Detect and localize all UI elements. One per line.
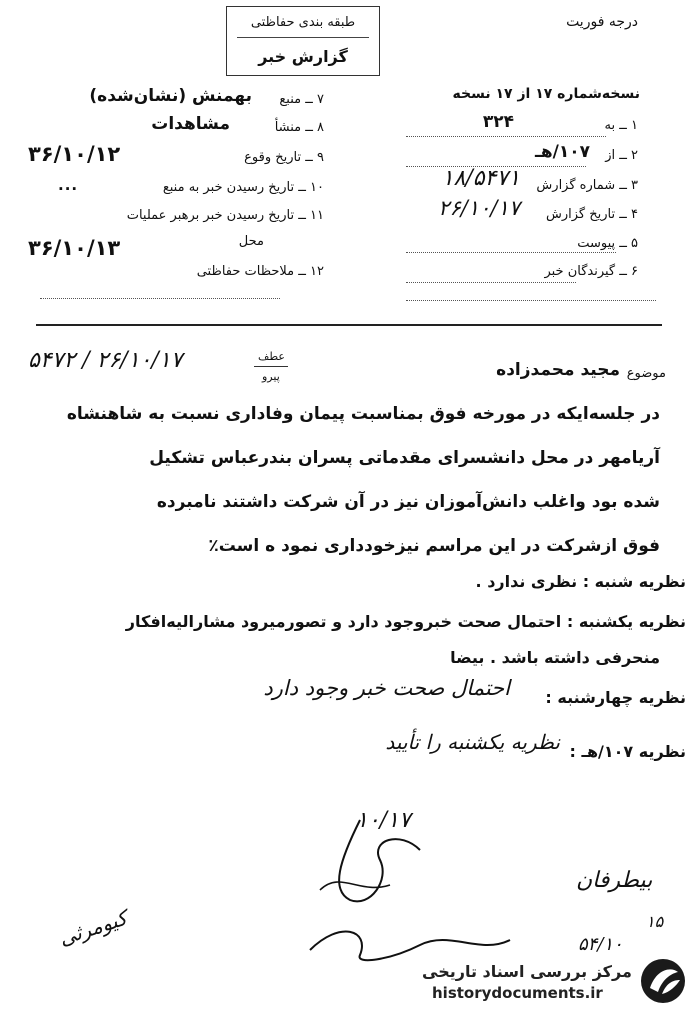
watermark-org: مرکز بررسی اسناد تاریخی — [422, 962, 632, 981]
opinion-wednesday-label: نظریه چهارشنبه : — [545, 688, 686, 707]
body-line-1: در جلسه‌ایکه در مورخه فوق بمناسبت پیمان وفاداری نسبت به شاهنشاه — [66, 404, 660, 424]
event-date-value: ۳۶/۱۰/۱۲ — [28, 142, 121, 166]
report-date-label: ۴ ــ تاریخ گزارش — [546, 207, 638, 222]
ref-divider — [254, 366, 288, 367]
opinion-sunday-cont: منحرفی داشته باشد . بیضا — [450, 648, 660, 667]
origin-label: ۸ ــ منشأ — [274, 120, 324, 135]
copy-number: نسخه‌شماره ۱۷ از ۱۷ نسخه — [452, 86, 640, 102]
event-date-label: ۹ ــ تاریخ وقوع — [244, 150, 324, 165]
received-ops-label: ۱۱ ــ تاریخ رسیدن خبر برهبر عملیات — [126, 208, 324, 223]
report-no-value: ۱۸/۵۴۷۱ — [441, 166, 520, 191]
signature-scribble-center — [300, 800, 460, 910]
signature-scribble-bottom — [300, 910, 540, 970]
body-line-3: شده بود واغلب دانش‌آموزان نیز در آن شرکت داشتند نامبرده — [156, 492, 660, 512]
section-divider — [36, 324, 662, 326]
to-label: ۱ ــ به — [604, 118, 638, 133]
source-value: بهمنش (نشان‌شده) — [89, 86, 252, 106]
handwritten-number: ۱۵ — [646, 912, 664, 931]
to-dotline — [406, 136, 606, 137]
attachment-dotline — [406, 252, 616, 253]
source-label: ۷ ــ منبع — [279, 92, 324, 107]
classification-stamp — [226, 6, 380, 76]
opinion-107-note: نظریه یکشنبه را تأیید — [385, 730, 560, 754]
watermark-logo-icon — [638, 956, 688, 1006]
opinion-sunday: نظریه یکشنبه : احتمال صحت خبروجود دارد و تصورمیرود مشارالیه‌افکار — [125, 612, 686, 631]
recipients-dotline-2 — [406, 300, 656, 301]
body-line-2: آریامهر در محل دانشسرای مقدماتی پسران بندرعباس تشکیل — [149, 448, 660, 468]
recipients-label: ۶ ــ گیرندگان خبر — [544, 264, 638, 279]
opinion-wednesday-note: احتمال صحت خبر وجود دارد — [263, 676, 510, 700]
ref-bottom-label: پیرو — [262, 370, 280, 383]
subject-value: مجید محمدزاده — [496, 360, 620, 380]
attachment-label: ۵ ــ پیوست — [577, 236, 638, 251]
remarks-dotline — [40, 298, 280, 299]
body-line-4: فوق ازشرکت در این مراسم نیزخودداری نمود ه است٪ — [208, 536, 660, 556]
handwritten-date: ۱۰/۱۷ — [356, 808, 411, 833]
received-ops-value: ۳۶/۱۰/۱۳ — [28, 236, 121, 260]
place-label: محل — [238, 234, 264, 249]
ref-value: ۵۴۷۲ / ۲۶/۱۰/۱۷ — [28, 348, 183, 373]
remarks-label: ۱۲ ــ ملاحظات حفاظتی — [196, 264, 324, 279]
opinion-107-label: نظریه ۱۰۷/هـ : — [569, 742, 686, 761]
origin-value: مشاهدات — [151, 114, 230, 134]
stamp-divider — [237, 37, 369, 38]
classification-label: طبقه بندی حفاظتی — [250, 15, 356, 30]
handwritten-date-right: ۵۴/۱۰ — [578, 934, 623, 955]
signature-left: کیومرثی — [56, 905, 130, 951]
received-source-label: ۱۰ ــ تاریخ رسیدن خبر به منبع — [162, 180, 324, 195]
report-no-label: ۳ ــ شماره گزارش — [536, 178, 638, 193]
to-value: ۳۲۴ — [482, 112, 514, 132]
from-label: ۲ ــ از — [605, 148, 638, 163]
recipients-dotline — [406, 282, 576, 283]
received-source-value: ... — [58, 176, 79, 194]
signature-right: بیطرفان — [576, 868, 653, 893]
form-title: گزارش خبر — [258, 47, 348, 66]
from-value: ۱۰۷/هـ — [535, 142, 590, 162]
report-date-value: ۲۶/۱۰/۱۷ — [438, 196, 520, 220]
watermark-site: historydocuments.ir — [432, 984, 603, 1002]
urgency-label: درجه فوریت — [566, 14, 638, 30]
opinion-saturday: نظریه شنبه : نظری ندارد . — [475, 572, 686, 591]
ref-top-label: عطف — [258, 350, 285, 363]
subject-label: موضوع — [626, 366, 666, 381]
